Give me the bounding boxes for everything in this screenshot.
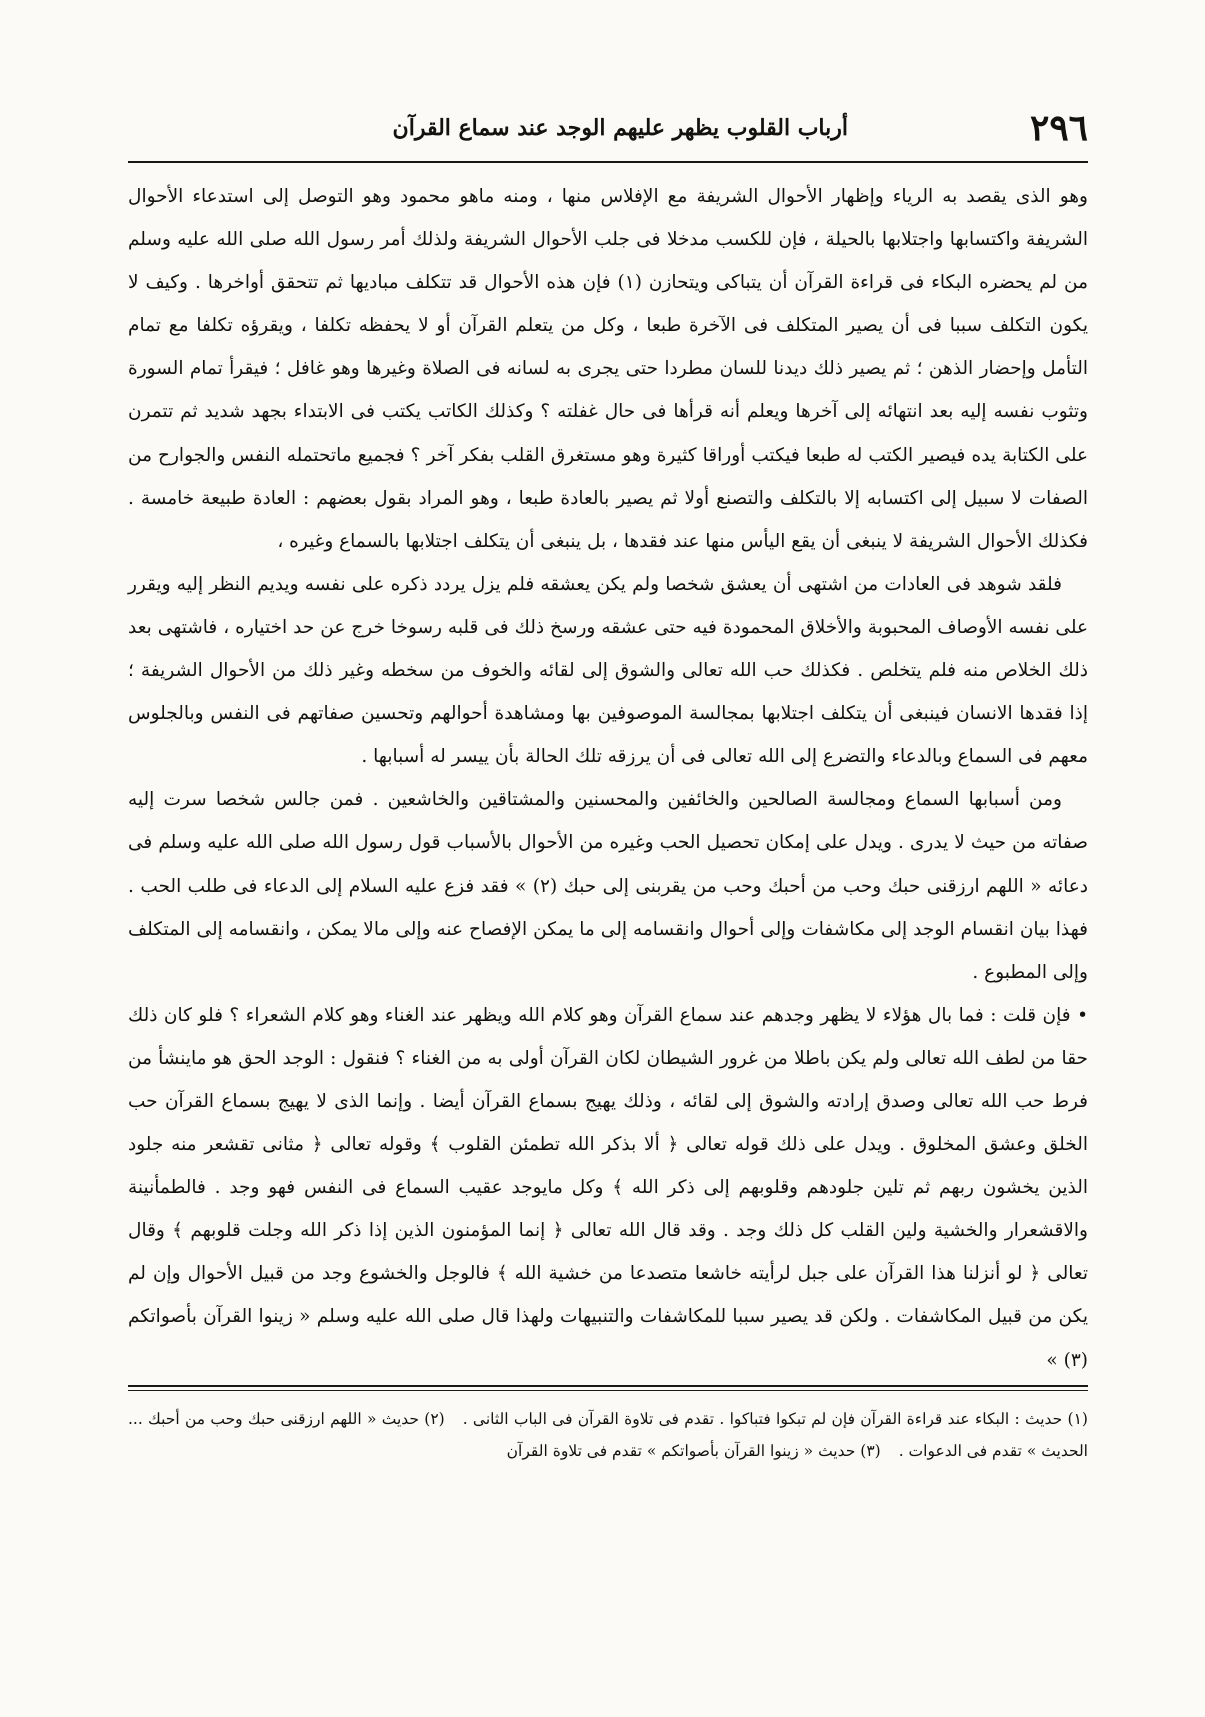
header-rule (128, 161, 1088, 163)
book-page (128, 95, 1088, 1382)
footnote-rule-thin (128, 1390, 1088, 1391)
page-number: ٢٩٦ (1029, 107, 1088, 149)
page-header (128, 95, 1088, 161)
paragraph-3: ومن أسبابها السماع ومجالسة الصالحين والخائفين والمحسنين والمشتاقين والخاشعين . فمن جالس شخصا سرت إليه صفاته من حيث لا يدرى . ويدل على إمكان تحصيل الحب وغيره من الأحوال بالأسباب قول رسول الله صلى الله عليه وسلم فى دعائه « اللهم ارزقنى حبك وحب من أحبك وحب من يقربنى إلى حبك (٢) » فقد فزع عليه السلام إلى الدعاء فى طلب الحب . فهذا بيان انقسام الوجد إلى مكاشفات وإلى أحوال وانقسامه إلى ما يمكن الإفصاح عنه وإلى مالا يمكن ، وانقسامه إلى المتكلف وإلى المطبوع . (128, 789, 1088, 983)
running-title: أرباب القلوب يظهر عليهم الوجد عند سماع القرآن (392, 115, 848, 141)
paragraph-2: فلقد شوهد فى العادات من اشتهى أن يعشق شخصا ولم يكن يعشقه فلم يزل يردد ذكره على نفسه ويديم النظر إليه ويقرر على نفسه الأوصاف المحبوبة والأخلاق المحمودة فيه حتى عشقه ورسخ ذلك فى قلبه رسوخا خرج عن حد اختياره ، فاشتهى بعد ذلك الخلاص منه فلم يتخلص . فكذلك حب الله تعالى والشوق إلى لقائه والخوف من سخطه وغير ذلك من الأحوال الشريفة ؛ إذا فقدها الانسان فينبغى أن يتكلف اجتلابها بمجالسة الموصوفين بها ومشاهدة أحوالهم وتحسين صفاتهم فى النفس وبالجلوس معهم فى السماع وبالدعاء والتضرع إلى الله تعالى فى أن يرزقه تلك الحالة بأن ييسر له أسبابها . (128, 573, 1088, 768)
footnote-text (128, 1403, 1088, 1467)
footnote-rule (128, 1385, 1088, 1387)
footnotes (128, 1385, 1088, 1467)
body-text (128, 175, 1088, 1382)
footnote-3: (٣) حديث « زينوا القرآن بأصواتكم » تقدم فى تلاوة القرآن (506, 1442, 881, 1460)
paragraph-1: وهو الذى يقصد به الرياء وإظهار الأحوال الشريفة مع الإفلاس منها ، ومنه ماهو محمود وهو التوصل إلى استدعاء الأحوال الشريفة واكتسابها واجتلابها بالحيلة ، فإن للكسب مدخلا فى جلب الأحوال الشريفة ولذلك أمر رسول الله صلى الله عليه وسلم من لم يحضره البكاء فى قراءة القرآن أن يتباكى ويتحازن (١) فإن هذه الأحوال قد تتكلف مباديها ثم تتحقق أواخرها . وكيف لا يكون التكلف سببا فى أن يصير المتكلف فى الآخرة طبعا ، وكل من يتعلم القرآن أو لا يحفظه تكلفا ، ويقرؤه تكلفا مع تمام التأمل وإحضار الذهن ؛ ثم يصير ذلك ديدنا للسان مطردا حتى يجرى به لسانه فى الصلاة وغيرها وهو غافل ؛ فيقرأ تمام السورة وتثوب نفسه إليه بعد انتهائه إلى آخرها ويعلم أنه قرأها فى حال غفلته ؟ وكذلك الكاتب يكتب فى الابتداء بجهد شديد ثم تتمرن على الكتابة يده فيصير الكتب له طبعا فيكتب أوراقا كثيرة وهو مستغرق القلب بفكر آخر ؟ فجميع ماتحتمله النفس والجوارح من الصفات لا سبيل إلى اكتسابه إلا بالتكلف والتصنع أولا ثم يصير بالعادة طبعا ، وهو المراد بقول بعضهم : العادة طبيعة خامسة . فكذلك الأحوال الشريفة لا ينبغى أن يقع اليأس منها عند فقدها ، بل ينبغى أن يتكلف اجتلابها بالسماع وغيره ، (128, 186, 1088, 552)
footnote-2: (٢) حديث « اللهم ارزقنى حبك وحب من أحبك ... الحديث » تقدم فى الدعوات . (128, 1410, 1088, 1460)
footnote-1: (١) حديث : البكاء عند قراءة القرآن فإن لم تبكوا فتباكوا . تقدم فى تلاوة القرآن فى الباب الثانى . (462, 1410, 1088, 1428)
paragraph-4: • فإن قلت : فما بال هؤلاء لا يظهر وجدهم عند سماع القرآن وهو كلام الله ويظهر عند الغناء وهو كلام الشعراء ؟ فلو كان ذلك حقا من لطف الله تعالى ولم يكن باطلا من غرور الشيطان لكان القرآن أولى به من الغناء ؟ فنقول : الوجد الحق هو ماينشأ من فرط حب الله تعالى وصدق إرادته والشوق إلى لقائه ، وذلك يهيج بسماع القرآن أيضا . وإنما الذى لا يهيج بسماع القرآن حب الخلق وعشق المخلوق . ويدل على ذلك قوله تعالى ﴿ ألا بذكر الله تطمئن القلوب ﴾ وقوله تعالى ﴿ مثانى تقشعر منه جلود الذين يخشون ربهم ثم تلين جلودهم وقلوبهم إلى ذكر الله ﴾ وكل مايوجد عقيب السماع فى النفس فهو وجد . فالطمأنينة والاقشعرار والخشية ولين القلب كل ذلك وجد . وقد قال الله تعالى ﴿ إنما المؤمنون الذين إذا ذكر الله وجلت قلوبهم ﴾ وقال تعالى ﴿ لو أنزلنا هذا القرآن على جبل لرأيته خاشعا متصدعا من خشية الله ﴾ فالوجل والخشوع وجد من قبيل الأحوال وإن لم يكن من قبيل المكاشفات . ولكن قد يصير سببا للمكاشفات والتنبيهات ولهذا قال صلى الله عليه وسلم « زينوا القرآن بأصواتكم (٣) » (128, 1004, 1088, 1371)
